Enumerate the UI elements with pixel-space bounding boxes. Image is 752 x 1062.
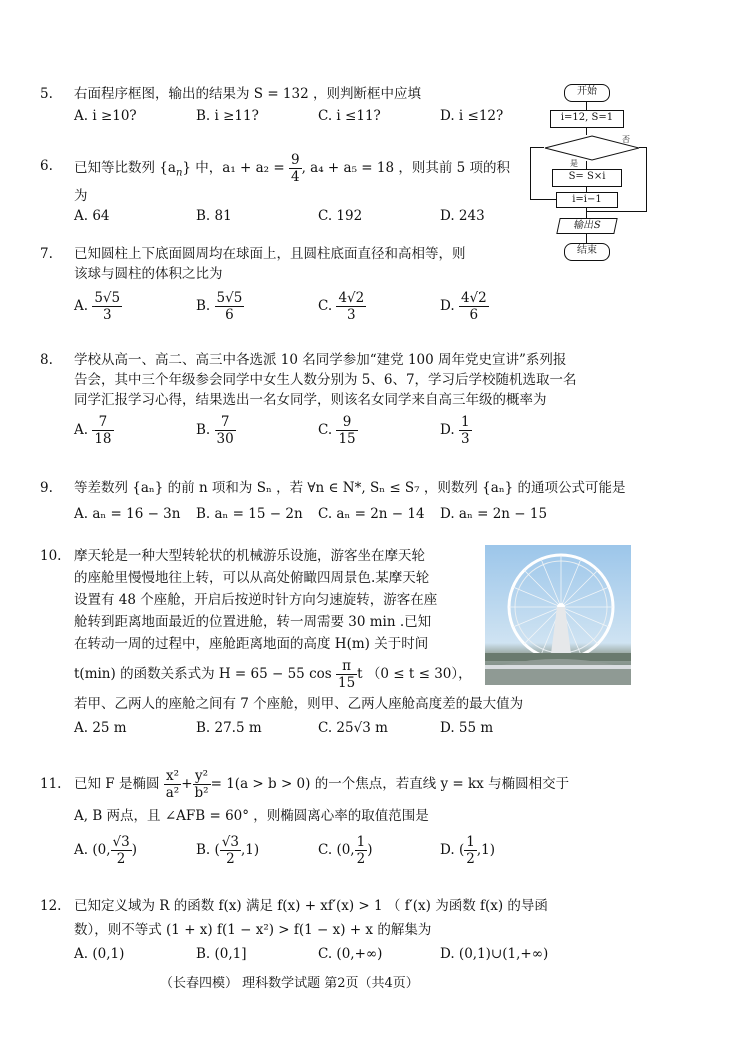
option-d: D. (0,1)∪(1,+∞) (440, 946, 549, 962)
question-text: 已知定义域为 R 的函数 f(x) 满足 f(x) + xf′(x) > 1 （ f′(x) 为函数 f(x) 的导函 (74, 898, 548, 914)
flowchart-decrement: i=i−1 (556, 192, 618, 208)
option-c: C. $\frac{9}{15}$ (318, 414, 356, 447)
question-text: 已知圆柱上下底面圆周均在球面上，且圆柱底面直径和高相等，则 (74, 246, 466, 262)
option-b: B. (0,1] (196, 946, 247, 962)
question-text: 学校从高一、高二、高三中各选派 10 名同学参加“建党 100 周年党史宣讲”系列报 (74, 352, 567, 368)
question-text: 已知等比数列 $\{a_n\}$ 中，a₁ + a₂ = $\frac{9}{4}$ , a₄ + a₅ = 18 ，则其前 5 项的积 (74, 152, 511, 185)
option-a: A. $\frac{7}{18}$ (74, 414, 112, 447)
question-number: 8. (40, 352, 53, 368)
option-c: C. i ≤11? (318, 108, 381, 124)
option-d: D. ( $\frac{1}{2}$ ,1) (440, 834, 495, 867)
question-text: 等差数列 {aₙ} 的前 n 项和为 Sₙ ，若 ∀n ∈ N*, Sₙ ≤ S₇ ，则数列 {aₙ} 的通项公式可能是 (74, 480, 626, 496)
option-c: C. 25√3 m (318, 720, 388, 736)
option-d: D. i ≤12? (440, 108, 504, 124)
question-text: 已知 F 是椭圆 $\frac{\text{x²}}{\text{a²}}$ + $\frac{\text{y²}}{\text{b²}}$ = 1(a > b > 0) 的一个焦点，若直线 y = kx 与椭圆相交于 (74, 768, 570, 801)
flowchart-output: 输出S (556, 218, 617, 234)
option-a: A. (0, $\frac{√3}{2}$ ) (74, 834, 137, 867)
flowchart-start: 开始 (564, 84, 610, 102)
flowchart-yes-label: 是 (570, 159, 578, 168)
flowchart-multiply: S= S×i (552, 169, 622, 187)
question-11-options (40, 834, 640, 878)
ferris-wheel-icon (485, 545, 631, 685)
option-d: D. $\frac{1}{3}$ (440, 414, 470, 447)
option-b: B. ( $\frac{√3}{2}$ ,1) (196, 834, 260, 867)
option-b: B. 81 (196, 208, 232, 224)
ferris-wheel-photo (485, 545, 631, 685)
option-d: D. 55 m (440, 720, 494, 736)
program-flowchart (520, 80, 660, 270)
option-a: A. i ≥10? (74, 108, 137, 124)
question-number: 7. (40, 246, 53, 262)
question-number: 5. (40, 86, 53, 102)
option-b: B. $\frac{7}{30}$ (196, 414, 234, 447)
fraction: $\frac{9}{4}$ (290, 152, 300, 185)
option-c: C. 192 (318, 208, 363, 224)
option-b: B. $\frac{5√5}{6}$ (196, 290, 243, 323)
option-a: A. $\frac{5√5}{3}$ (74, 290, 121, 323)
option-a: A. 25 m (74, 720, 127, 736)
question-number: 11. (40, 776, 62, 792)
option-b: B. 27.5 m (196, 720, 262, 736)
question-number: 12. (40, 898, 62, 914)
option-d: D. 243 (440, 208, 485, 224)
option-a: A. aₙ = 16 − 3n (74, 506, 181, 522)
option-d: D. aₙ = 2n − 15 (440, 506, 548, 522)
question-number: 9. (40, 480, 53, 496)
option-a: A. (0,1) (74, 946, 125, 962)
option-d: D. $\frac{4√2}{6}$ (440, 290, 487, 323)
option-b: B. aₙ = 15 − 2n (196, 506, 303, 522)
flowchart-init: i=12, S=1 (550, 110, 624, 128)
option-a: A. 64 (74, 208, 110, 224)
option-c: C. (0,+∞) (318, 946, 383, 962)
question-number: 6. (40, 158, 53, 174)
question-text-line-1: 摩天轮是一种大型转轮状的机械游乐设施，游客坐在摩天轮 (74, 548, 425, 564)
flowchart-no-label: 否 (622, 135, 630, 144)
question-number: 10. (40, 548, 62, 564)
question-text: 右面程序框图，输出的结果为 S = 132 ，则判断框中应填 (74, 86, 421, 102)
option-c: C. (0, $\frac{1}{2}$ ) (318, 834, 373, 867)
flowchart-end: 结束 (564, 243, 610, 261)
question-7-options (40, 290, 640, 334)
question-8-options (40, 414, 640, 458)
option-c: C. aₙ = 2n − 14 (318, 506, 425, 522)
option-b: B. i ≥11? (196, 108, 259, 124)
page-footer: （长春四模） 理科数学试题 第2页（共4页） (160, 976, 419, 991)
option-c: C. $\frac{4√2}{3}$ (318, 290, 365, 323)
